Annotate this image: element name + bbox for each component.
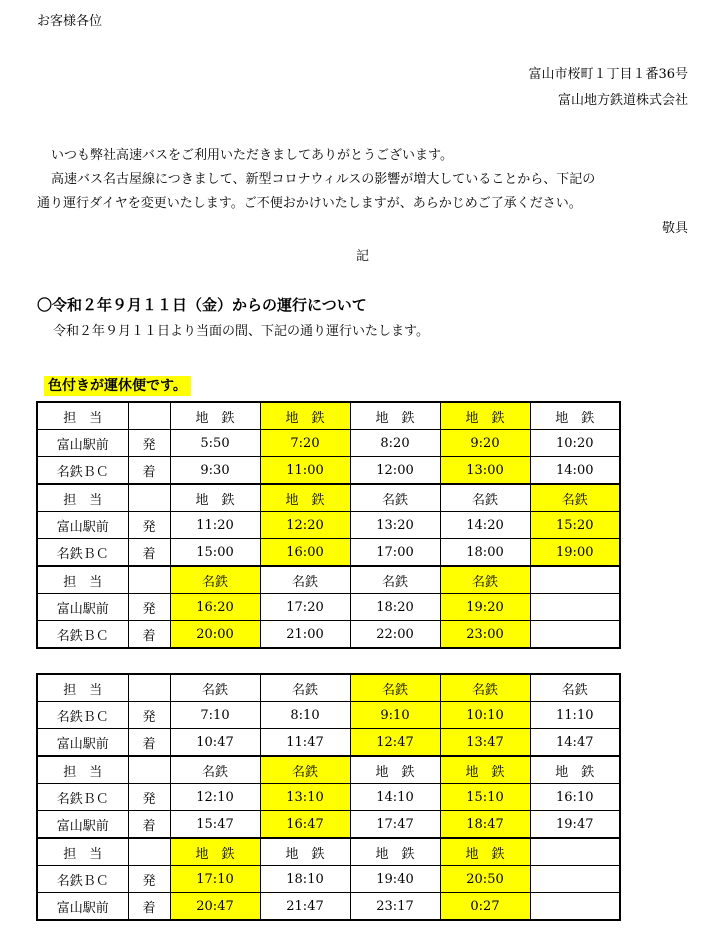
row-label: 担 当 (37, 566, 128, 594)
time-cell: 20:50 (440, 866, 530, 893)
operator-cell: 地 鉄 (440, 402, 530, 430)
operator-cell: 地 鉄 (440, 756, 530, 784)
time-cell: 19:00 (530, 539, 620, 567)
time-cell: 11:47 (260, 729, 350, 757)
row-type (128, 402, 170, 430)
time-cell: 10:20 (530, 430, 620, 457)
row-type: 発 (128, 702, 170, 729)
row-type: 着 (128, 811, 170, 839)
time-cell (530, 866, 620, 893)
row-label: 担 当 (37, 674, 128, 702)
arrival-row (37, 811, 620, 839)
time-cell: 15:47 (170, 811, 260, 839)
departure-row (37, 594, 620, 621)
time-cell: 16:47 (260, 811, 350, 839)
row-label: 富山駅前 (37, 729, 128, 757)
operator-cell: 地 鉄 (440, 838, 530, 866)
operator-cell: 名鉄 (170, 566, 260, 594)
operator-cell: 地 鉄 (350, 756, 440, 784)
time-cell: 14:47 (530, 729, 620, 757)
row-type: 発 (128, 784, 170, 811)
row-label: 担 当 (37, 756, 128, 784)
time-cell: 18:20 (350, 594, 440, 621)
row-type (128, 484, 170, 512)
operator-cell: 名鉄 (260, 756, 350, 784)
body-paragraph-3: 通り運行ダイヤを変更いたします。ご不便おかけいたしますが、あらかじめご了承ください。 (37, 196, 582, 211)
row-type (128, 756, 170, 784)
time-cell: 17:47 (350, 811, 440, 839)
time-cell: 11:20 (170, 512, 260, 539)
operator-cell: 名鉄 (350, 566, 440, 594)
time-cell: 17:10 (170, 866, 260, 893)
operator-cell: 地 鉄 (530, 402, 620, 430)
closing: 敬具 (661, 221, 688, 236)
time-cell: 21:47 (260, 893, 350, 921)
departure-row (37, 866, 620, 893)
time-cell: 14:10 (350, 784, 440, 811)
operator-cell: 地 鉄 (350, 838, 440, 866)
operator-cell: 地 鉄 (530, 756, 620, 784)
sender-address: 富山市桜町１丁目１番36号 (528, 67, 688, 82)
operator-cell: 地 鉄 (170, 838, 260, 866)
time-cell: 10:10 (440, 702, 530, 729)
operator-cell: 地 鉄 (350, 402, 440, 430)
time-cell: 16:00 (260, 539, 350, 567)
time-cell: 21:00 (260, 621, 350, 649)
row-type: 発 (128, 594, 170, 621)
body-paragraph-1: いつも弊社高速バスをご利用いただきましてありがとうございます。 (51, 148, 453, 163)
operator-row (37, 484, 620, 512)
row-type (128, 566, 170, 594)
time-cell: 9:20 (440, 430, 530, 457)
time-cell: 23:00 (440, 621, 530, 649)
time-cell: 16:10 (530, 784, 620, 811)
row-label: 担 当 (37, 402, 128, 430)
operator-cell: 名鉄 (350, 674, 440, 702)
time-cell: 14:00 (530, 457, 620, 485)
row-type: 発 (128, 866, 170, 893)
row-type: 着 (128, 729, 170, 757)
time-cell: 14:20 (440, 512, 530, 539)
row-type (128, 674, 170, 702)
arrival-row (37, 729, 620, 757)
row-label: 名鉄ＢＣ (37, 702, 128, 729)
time-cell: 18:00 (440, 539, 530, 567)
outbound-timetable (36, 401, 621, 649)
arrival-row (37, 539, 620, 567)
time-cell (530, 893, 620, 921)
time-cell: 5:50 (170, 430, 260, 457)
time-cell: 15:10 (440, 784, 530, 811)
sender-company: 富山地方鉄道株式会社 (557, 93, 688, 108)
inbound-timetable (36, 673, 621, 921)
operator-row (37, 566, 620, 594)
row-type: 着 (128, 539, 170, 567)
operator-cell: 名鉄 (440, 566, 530, 594)
time-cell: 22:00 (350, 621, 440, 649)
time-cell: 10:47 (170, 729, 260, 757)
ki-marker: 記 (356, 249, 370, 264)
operator-row (37, 674, 620, 702)
row-type: 着 (128, 457, 170, 485)
time-cell: 0:27 (440, 893, 530, 921)
time-cell: 19:40 (350, 866, 440, 893)
operator-cell: 地 鉄 (260, 402, 350, 430)
time-cell: 7:20 (260, 430, 350, 457)
departure-row (37, 430, 620, 457)
time-cell (530, 621, 620, 649)
section-title: 〇令和２年９月１１日（金）からの運行について (37, 296, 367, 314)
operator-row (37, 838, 620, 866)
operator-cell: 地 鉄 (170, 402, 260, 430)
time-cell: 20:47 (170, 893, 260, 921)
time-cell: 17:20 (260, 594, 350, 621)
row-label: 名鉄ＢＣ (37, 539, 128, 567)
time-cell: 13:00 (440, 457, 530, 485)
operator-cell (530, 838, 620, 866)
operator-cell: 名鉄 (440, 674, 530, 702)
row-label: 富山駅前 (37, 893, 128, 921)
time-cell: 8:20 (350, 430, 440, 457)
time-cell: 23:17 (350, 893, 440, 921)
operator-cell (530, 566, 620, 594)
operator-cell: 地 鉄 (170, 484, 260, 512)
departure-row (37, 784, 620, 811)
legend-note: 色付きが運休便です。 (44, 376, 191, 396)
operator-cell: 名鉄 (530, 674, 620, 702)
row-label: 名鉄ＢＣ (37, 457, 128, 485)
operator-cell: 地 鉄 (260, 838, 350, 866)
row-label: 担 当 (37, 484, 128, 512)
addressee: お客様各位 (37, 14, 103, 29)
operator-cell: 名鉄 (350, 484, 440, 512)
operator-cell: 名鉄 (170, 674, 260, 702)
row-label: 名鉄ＢＣ (37, 784, 128, 811)
time-cell (530, 594, 620, 621)
time-cell: 15:20 (530, 512, 620, 539)
operator-cell: 名鉄 (530, 484, 620, 512)
operator-cell: 名鉄 (260, 566, 350, 594)
arrival-row (37, 893, 620, 921)
operator-row (37, 756, 620, 784)
time-cell: 19:47 (530, 811, 620, 839)
time-cell: 12:10 (170, 784, 260, 811)
time-cell: 11:00 (260, 457, 350, 485)
departure-row (37, 702, 620, 729)
time-cell: 20:00 (170, 621, 260, 649)
time-cell: 19:20 (440, 594, 530, 621)
time-cell: 13:20 (350, 512, 440, 539)
row-label: 富山駅前 (37, 430, 128, 457)
time-cell: 12:47 (350, 729, 440, 757)
time-cell: 11:10 (530, 702, 620, 729)
time-cell: 7:10 (170, 702, 260, 729)
row-label: 富山駅前 (37, 512, 128, 539)
time-cell: 8:10 (260, 702, 350, 729)
row-label: 富山駅前 (37, 594, 128, 621)
time-cell: 18:47 (440, 811, 530, 839)
time-cell: 18:10 (260, 866, 350, 893)
time-cell: 12:00 (350, 457, 440, 485)
row-type: 発 (128, 430, 170, 457)
operator-cell: 名鉄 (170, 756, 260, 784)
operator-row (37, 402, 620, 430)
row-label: 富山駅前 (37, 811, 128, 839)
row-type: 着 (128, 893, 170, 921)
time-cell: 9:30 (170, 457, 260, 485)
operator-cell: 地 鉄 (260, 484, 350, 512)
row-type (128, 838, 170, 866)
section-description: 令和２年９月１１日より当面の間、下記の通り運行いたします。 (53, 324, 429, 339)
time-cell: 13:10 (260, 784, 350, 811)
row-label: 担 当 (37, 838, 128, 866)
departure-row (37, 512, 620, 539)
row-type: 発 (128, 512, 170, 539)
time-cell: 12:20 (260, 512, 350, 539)
row-label: 名鉄ＢＣ (37, 621, 128, 649)
operator-cell: 名鉄 (260, 674, 350, 702)
operator-cell: 名鉄 (440, 484, 530, 512)
time-cell: 16:20 (170, 594, 260, 621)
arrival-row (37, 621, 620, 649)
time-cell: 13:47 (440, 729, 530, 757)
time-cell: 9:10 (350, 702, 440, 729)
arrival-row (37, 457, 620, 485)
row-type: 着 (128, 621, 170, 649)
time-cell: 17:00 (350, 539, 440, 567)
body-paragraph-2: 高速バス名古屋線につきまして、新型コロナウィルスの影響が増大していることから、下記の (51, 172, 596, 187)
row-label: 名鉄ＢＣ (37, 866, 128, 893)
time-cell: 15:00 (170, 539, 260, 567)
